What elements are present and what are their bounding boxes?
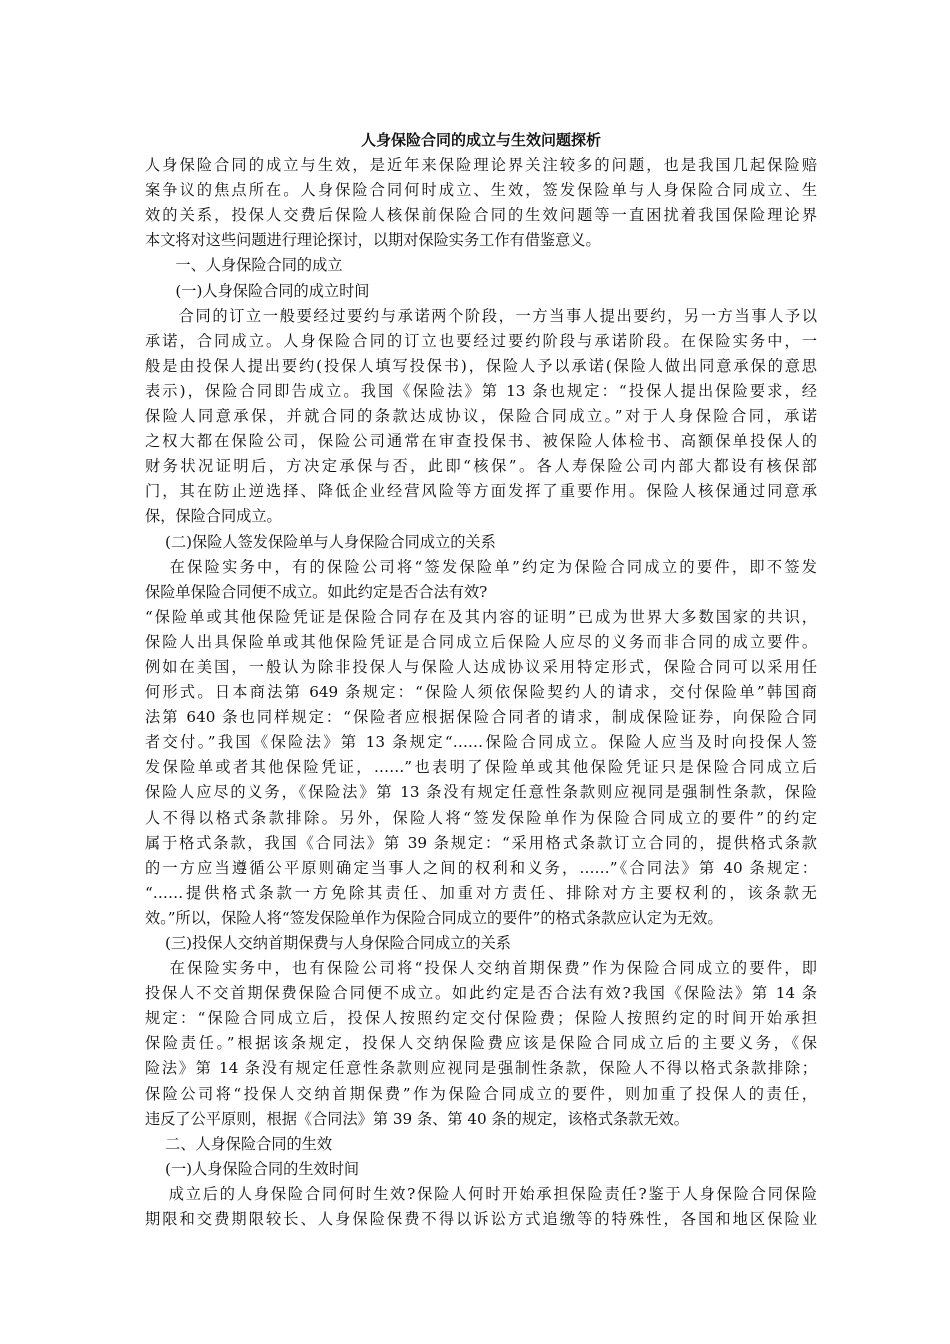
- text-line: 财务状况证明后，方决定承保与否，此即“核保”。各人寿保险公司内部大都设有核保部: [145, 457, 817, 476]
- text-line: 例如在美国，一般认为除非投保人与保险人达成协议采用特定形式，保险合同可以采用任: [145, 657, 817, 676]
- paragraph-lines: [145, 153, 817, 1232]
- text-line: (一)人身保险合同的生效时间: [145, 1159, 360, 1178]
- text-line: 投保人不交首期保费保险合同便不成立。如此约定是否合法有效?我国《保险法》第 14 条: [145, 984, 817, 1003]
- text-line: 保险单保险合同便不成立。如此约定是否合法有效?: [145, 582, 488, 601]
- text-line: (三)投保人交纳首期保费与人身保险合同成立的关系: [145, 934, 511, 952]
- text-line: 保险责任。”根据该条规定，投保人交纳保险费应该是保险合同成立后的主要义务，《保: [145, 1034, 817, 1053]
- text-line: 何形式。日本商法第 649 条规定：“保险人须依保险契约人的请求，交付保险单”韩国商: [145, 683, 817, 702]
- text-line: 违反了公平原则，根据《合同法》第 39 条、第 40 条的规定，该格式条款无效。: [145, 1109, 689, 1128]
- text-line: (一)人身保险合同的成立时间: [145, 281, 370, 300]
- text-line: 人不得以格式条款排除。另外，保险人将“签发保险单作为保险合同成立的要件”的约定: [145, 808, 817, 827]
- text-line: 期限和交费期限较长、人身保险保费不得以诉讼方式追缴等的特殊性，各国和地区保险业: [145, 1210, 817, 1229]
- text-line: 的一方应当遵循公平原则确定当事人之间的权利和义务，……”《合同法》第 40 条规定：: [145, 858, 817, 877]
- text-line: 本文将对这些问题进行理论探讨，以期对保险实务工作有借鉴意义。: [145, 231, 601, 250]
- text-line: 之权大都在保险公司，保险公司通常在审查投保书、被保险人体检书、高额保单投保人的: [145, 432, 817, 451]
- text-line: 般是由投保人提出要约(投保人填写投保书)，保险人予以承诺(保险人做出同意承保的意思: [145, 356, 817, 375]
- text-line: 保险人应尽的义务，《保险法》第 13 条没有规定任意性条款则应视同是强制性条款，保险: [145, 783, 817, 802]
- text-line: 保险公司将“投保人交纳首期保费”作为保险合同成立的要件，则加重了投保人的责任，: [145, 1084, 817, 1103]
- text-line: 效。”所以，保险人将“签发保险单作为保险合同成立的要件”的格式条款应认定为无效。: [145, 908, 723, 927]
- text-line: 二、人身保险合同的生效: [145, 1134, 333, 1153]
- text-line: 合同的订立一般要经过要约与承诺两个阶段，一方当事人提出要约，另一方当事人予以: [145, 306, 817, 325]
- text-line: 案争议的焦点所在。人身保险合同何时成立、生效，签发保险单与人身保险合同成立、生: [145, 181, 817, 200]
- text-line: 门，其在防止逆选择、降低企业经营风险等方面发挥了重要作用。保险人核保通过同意承: [145, 482, 817, 501]
- text-line: “保险单或其他保险凭证是保险合同存在及其内容的证明”已成为世界大多数国家的共识，: [145, 607, 817, 626]
- text-line: (二)保险人签发保险单与人身保险合同成立的关系: [145, 532, 496, 551]
- text-line: 法第 640 条也同样规定：“保险者应根据保险合同者的请求，制成保险证券，向保险合同: [145, 708, 817, 727]
- text-line: 保险人出具保险单或其他保险凭证是合同成立后保险人应尽的义务而非合同的成立要件。: [145, 632, 817, 651]
- text-line: 规定：“保险合同成立后，投保人按照约定交付保险费；保险人按照约定的时间开始承担: [145, 1009, 817, 1028]
- text-line: 成立后的人身保险合同何时生效?保险人何时开始承担保险责任?鉴于人身保险合同保险: [145, 1184, 817, 1203]
- text-line: 承诺，合同成立。人身保险合同的订立也要经过要约阶段与承诺阶段。在保险实务中，一: [145, 331, 817, 350]
- text-line: 保险人同意承保，并就合同的条款达成协议，保险合同成立。”对于人身保险合同，承诺: [145, 407, 817, 426]
- document-title: 人身保险合同的成立与生效问题探析: [360, 131, 601, 149]
- text-line: 效的关系，投保人交费后保险人核保前保险合同的生效问题等一直困扰着我国保险理论界: [145, 206, 817, 225]
- text-line: 者交付。”我国《保险法》第 13 条规定“……保险合同成立。保险人应当及时向投保人签: [145, 733, 817, 752]
- text-line: 属于格式条款，我国《合同法》第 39 条规定：“采用格式条款订立合同的，提供格式条款: [145, 833, 817, 852]
- document-body: [145, 128, 817, 1232]
- text-line: 人身保险合同的成立与生效，是近年来保险理论界关注较多的问题，也是我国几起保险赔: [145, 156, 817, 175]
- text-line: 一、人身保险合同的成立: [145, 256, 343, 275]
- text-line: 在保险实务中，有的保险公司将“签发保险单”约定为保险合同成立的要件，即不签发: [145, 557, 817, 576]
- text-line: 表示)，保险合同即告成立。我国《保险法》第 13 条也规定：“投保人提出保险要求，经: [145, 381, 817, 400]
- text-line: 发保险单或者其他保险凭证，……”也表明了保险单或其他保险凭证只是保险合同成立后: [145, 758, 817, 777]
- text-line: 保，保险合同成立。: [145, 507, 282, 526]
- text-line: 险法》第 14 条没有规定任意性条款则应视同是强制性条款，保险人不得以格式条款排除；: [145, 1059, 817, 1078]
- text-line: 在保险实务中，也有保险公司将“投保人交纳首期保费”作为保险合同成立的要件，即: [145, 959, 817, 978]
- text-line: “……提供格式条款一方免除其责任、加重对方责任、排除对方主要权利的，该条款无: [145, 883, 817, 902]
